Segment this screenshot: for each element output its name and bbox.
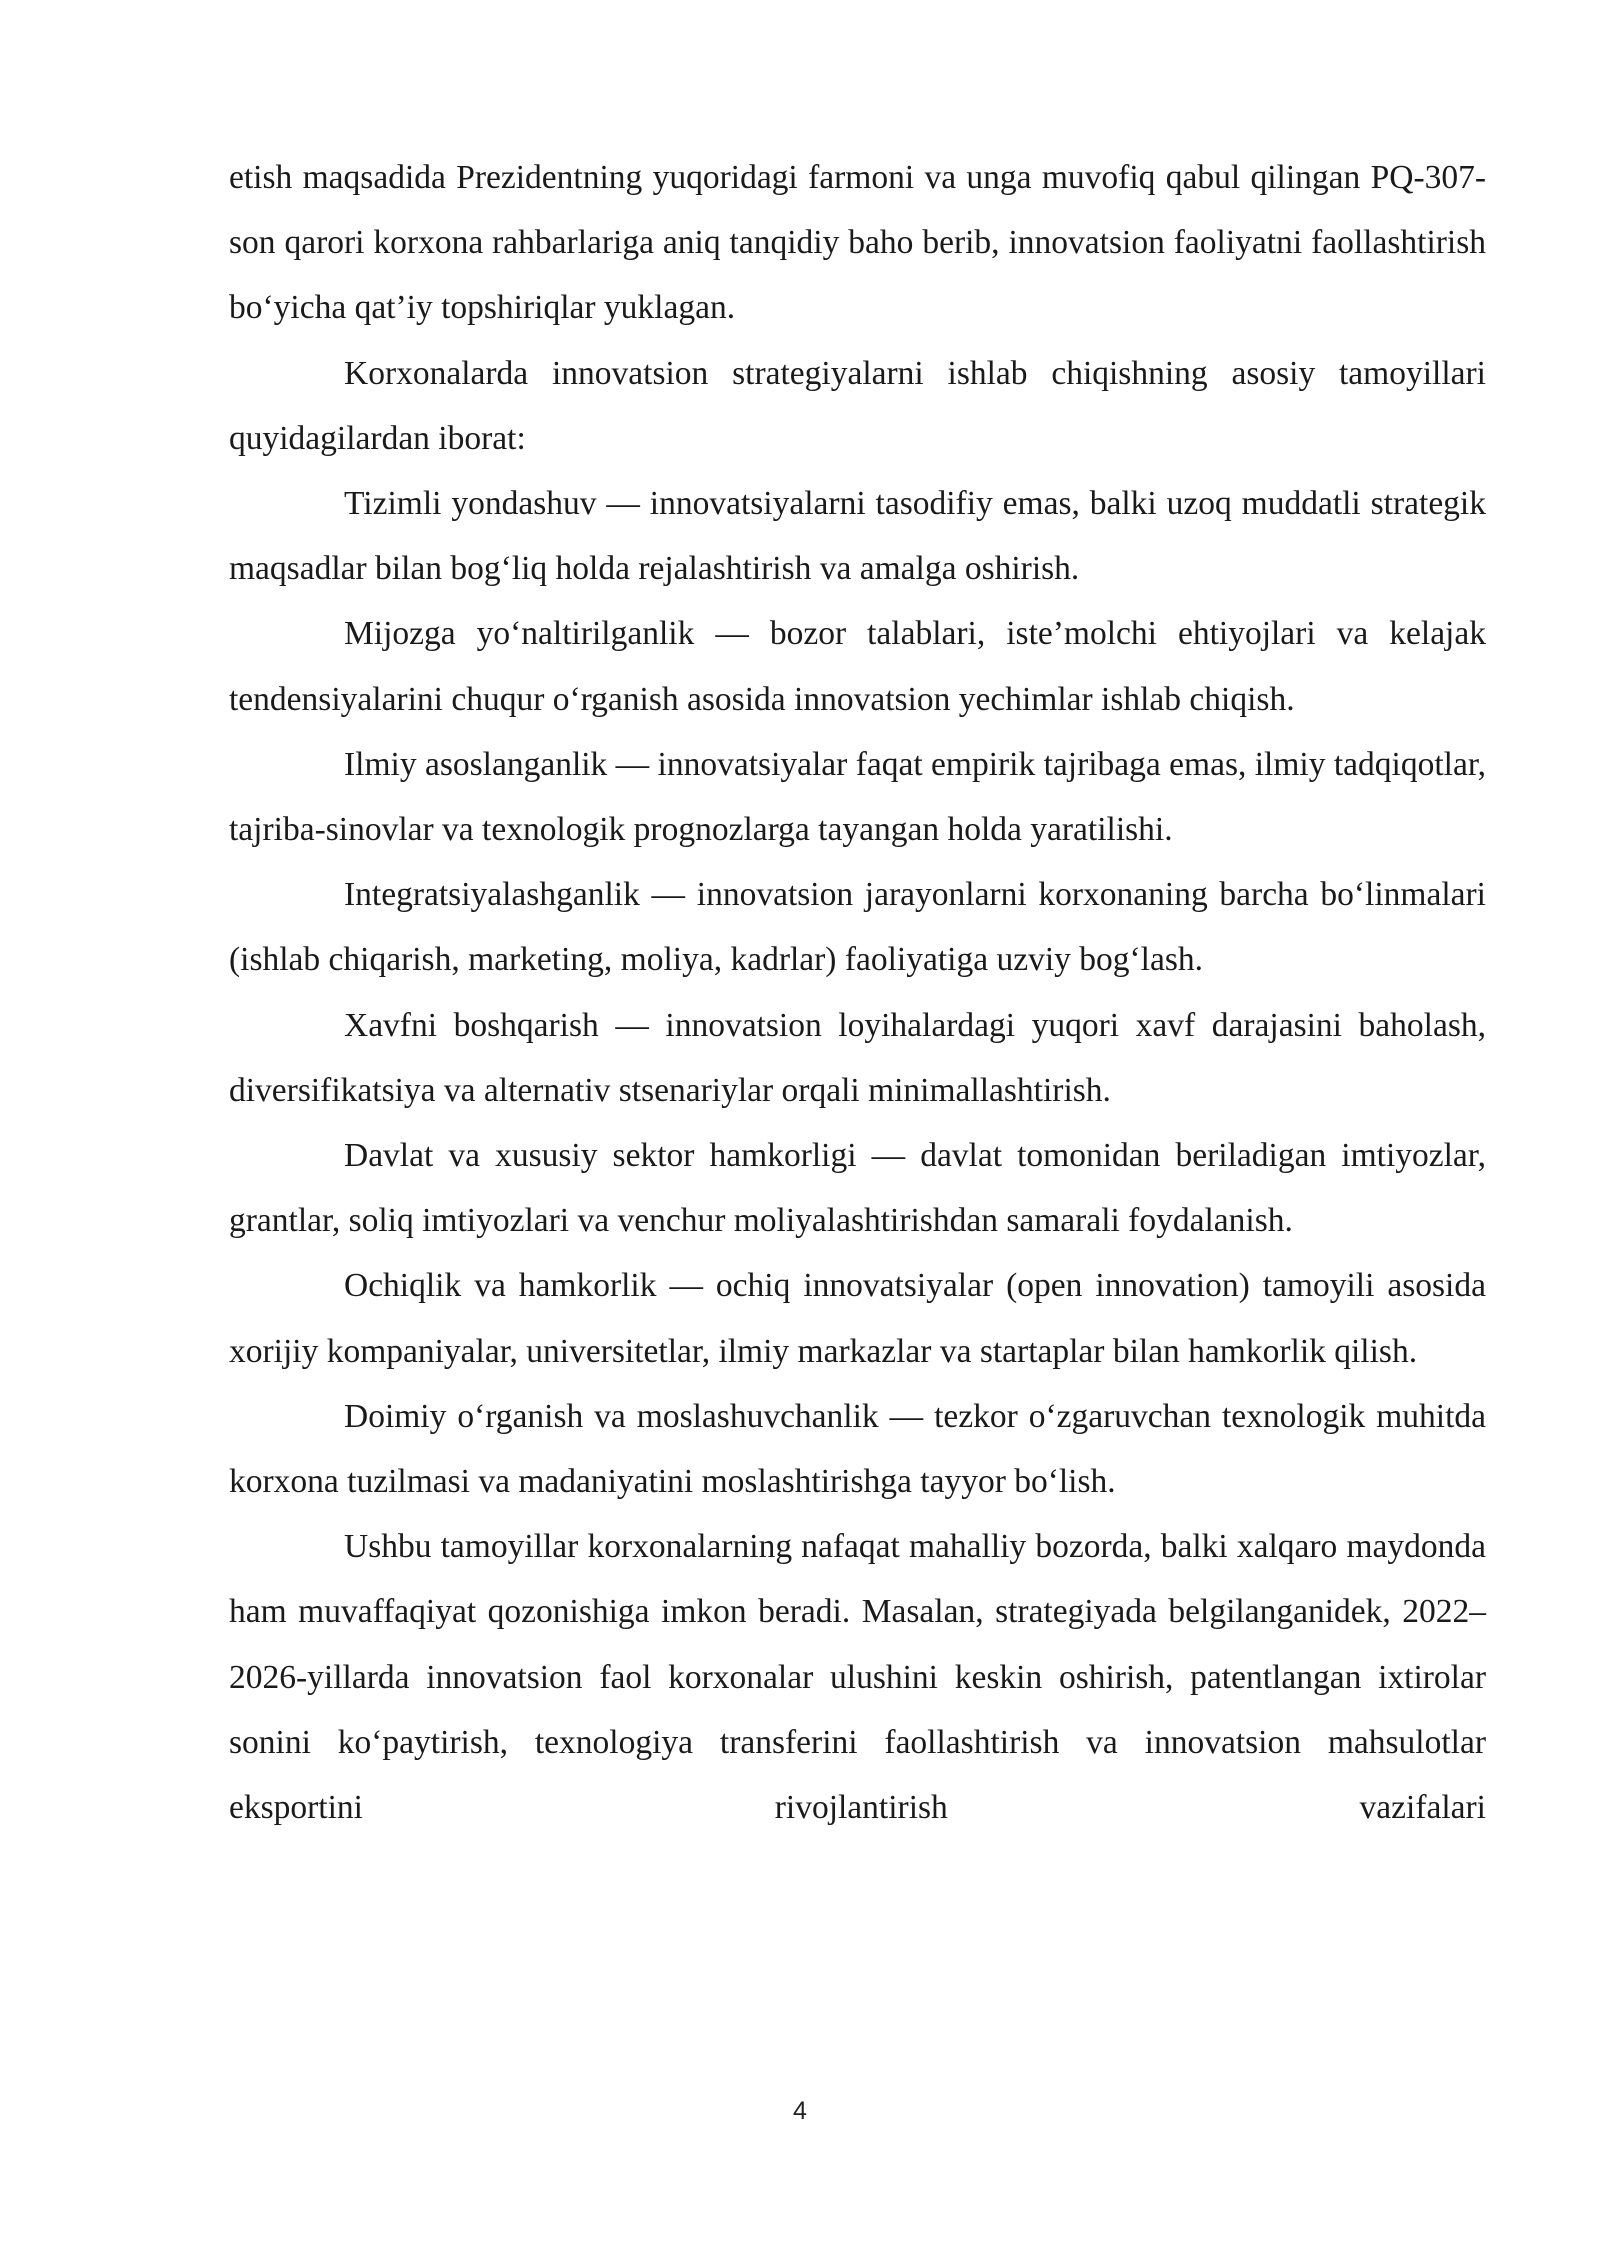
paragraph-public-private-partnership: Davlat va xususiy sektor hamkorligi — davlat tomonidan beriladigan imtiyozlar, grantlar, soliq imtiyozlari va venchur moliyalashtirishdan samarali foydalanish. [229,1137,1486,1240]
paragraph-customer-orientation: Mijozga yo‘naltirilganlik — bozor talablari, iste’molchi ehtiyojlari va kelajak tendensiyalarini chuqur o‘rganish asosida innovatsion yechimlar ishlab chiqish. [229,615,1486,718]
paragraph-risk-management: Xavfni boshqarish — innovatsion loyihalardagi yuqori xavf darajasini baholash, diversifikatsiya va alternativ stsenariylar orqali minimallashtirish. [229,1006,1486,1109]
paragraph-conclusion-continued: Ushbu tamoyillar korxonalarning nafaqat mahalliy bozorda, balki xalqaro maydonda ham muvaffaqiyat qozonishiga imkon beradi. Masalan, strategiyada belgilanganidek, 2022–2026-yillarda innovatsion faol korxonalar ulushini keskin oshirish, patentlangan ixtirolar sonini ko‘paytirish, texnologiya transferini faollashtirish va innovatsion mahsulotlar eksportini rivojlantirish vazifalari [229,1528,1486,1827]
document-body [229,145,1486,1840]
page-number: 4 [793,2097,807,2125]
paragraph-systemic-approach: Tizimli yondashuv — innovatsiyalarni tasodifiy emas, balki uzoq muddatli strategik maqsadlar bilan bog‘liq holda rejalashtirish va amalga oshirish. [229,485,1486,588]
paragraph-integration: Integratsiyalashganlik — innovatsion jarayonlarni korxonaning barcha bo‘linmalari (ishlab chiqarish, marketing, moliya, kadrlar) faoliyatiga uzviy bog‘lash. [229,876,1486,979]
paragraph-principles-intro: Korxonalarda innovatsion strategiyalarni ishlab chiqishning asosiy tamoyillari quyidagilardan iborat: [229,354,1486,457]
paragraph-openness-cooperation: Ochiqlik va hamkorlik — ochiq innovatsiyalar (open innovation) tamoyili asosida xorijiy kompaniyalar, universitetlar, ilmiy markazlar va startaplar bilan hamkorlik qilish. [229,1267,1486,1370]
paragraph-intro-continuation: etish maqsadida Prezidentning yuqoridagi farmoni va unga muvofiq qabul qilingan PQ-307-son qarori korxona rahbarlariga aniq tanqidiy baho berib, innovatsion faoliyatni faollashtirish bo‘yicha qat’iy topshiriqlar yuklagan. [229,159,1486,327]
paragraph-scientific-basis: Ilmiy asoslanganlik — innovatsiyalar faqat empirik tajribaga emas, ilmiy tadqiqotlar, tajriba-sinovlar va texnologik prognozlarga tayangan holda yaratilishi. [229,745,1487,849]
paragraph-continuous-learning: Doimiy o‘rganish va moslashuvchanlik — tezkor o‘zgaruvchan texnologik muhitda korxona tuzilmasi va madaniyatini moslashtirishga tayyor bo‘lish. [229,1397,1486,1501]
